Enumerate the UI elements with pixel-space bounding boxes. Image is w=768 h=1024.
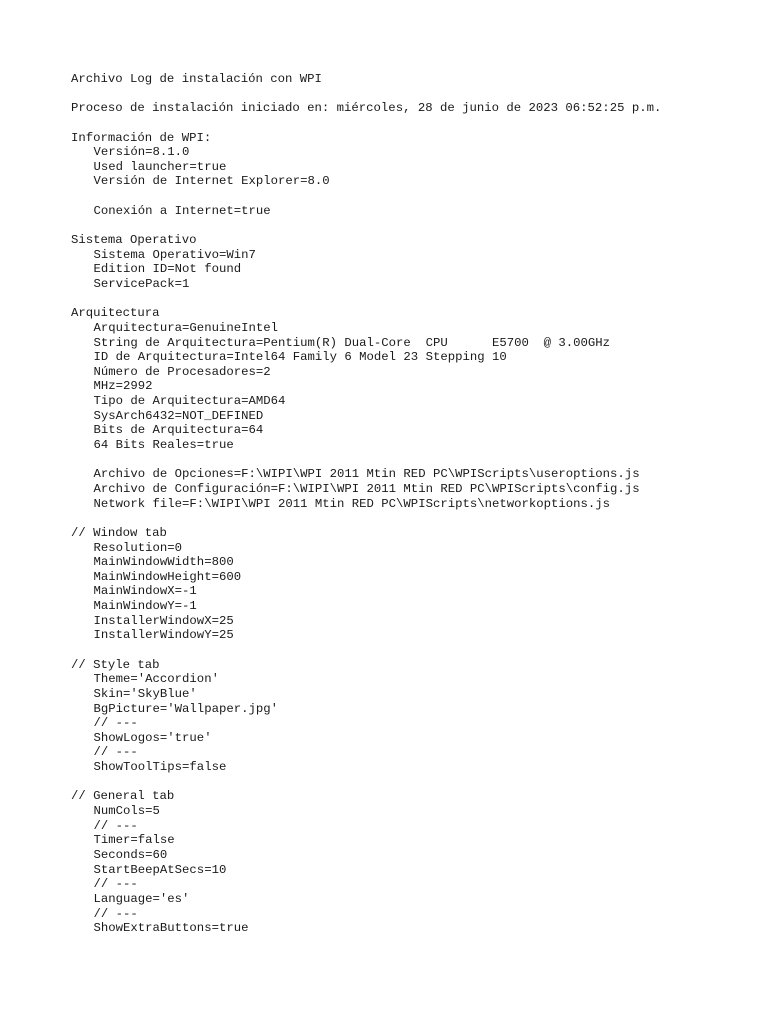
- log-entry: Used launcher=true: [93, 159, 227, 174]
- log-entry: Edition ID=Not found: [93, 262, 242, 277]
- log-entry: Arquitectura=GenuineIntel: [93, 320, 278, 335]
- log-entry: Theme='Accordion': [93, 672, 219, 687]
- log-entry: StartBeepAtSecs=10: [93, 862, 227, 877]
- log-entry: MainWindowHeight=600: [93, 569, 242, 584]
- log-entry: Seconds=60: [93, 847, 168, 862]
- log-section-heading: Arquitectura: [71, 306, 160, 321]
- log-section-heading: Proceso de instalación iniciado en: miércoles, 28 de junio de 2023 06:52:25 p.m.: [71, 101, 662, 116]
- log-entry: InstallerWindowX=25: [93, 613, 234, 628]
- log-entry: ShowToolTips=false: [93, 760, 227, 775]
- log-entry: ServicePack=1: [93, 276, 190, 291]
- log-entry: Versión de Internet Explorer=8.0: [93, 174, 330, 189]
- log-entry: NumCols=5: [93, 804, 160, 819]
- log-entry: Versión=8.1.0: [93, 145, 190, 160]
- log-entry: // ---: [93, 818, 138, 833]
- log-entry: Sistema Operativo=Win7: [93, 247, 256, 262]
- log-entry: // ---: [93, 877, 138, 892]
- log-entry: Tipo de Arquitectura=AMD64: [93, 394, 286, 409]
- log-entry: MainWindowY=-1: [93, 599, 197, 614]
- blank-line: [71, 643, 761, 658]
- log-entry: // ---: [93, 716, 138, 731]
- log-entry: MHz=2992: [93, 379, 153, 394]
- log-entry: Resolution=0: [93, 540, 183, 555]
- log-entry: Network file=F:\WIPI\WPI 2011 Mtin RED PC\WPIScripts\networkoptions.js: [93, 496, 611, 511]
- log-entry: BgPicture='Wallpaper.jpg': [93, 701, 278, 716]
- log-entry: SysArch6432=NOT_DEFINED: [93, 408, 264, 423]
- log-section-heading: // Window tab: [71, 525, 167, 540]
- blank-line: [71, 116, 761, 131]
- blank-line: [71, 775, 761, 790]
- log-section-heading: Sistema Operativo: [71, 233, 197, 248]
- log-entry: Language='es': [93, 891, 190, 906]
- blank-line: [71, 292, 761, 307]
- log-entry: MainWindowWidth=800: [93, 555, 234, 570]
- blank-line: [71, 218, 761, 233]
- log-section-heading: // General tab: [71, 789, 175, 804]
- blank-line: [71, 511, 761, 526]
- blank-line: [71, 453, 761, 468]
- log-entry: ShowLogos='true': [93, 730, 212, 745]
- log-entry: // ---: [93, 906, 138, 921]
- log-entry: Archivo de Opciones=F:\WIPI\WPI 2011 Mtin RED PC\WPIScripts\useroptions.js: [93, 467, 640, 482]
- log-section-heading: Archivo Log de instalación con WPI: [71, 72, 322, 86]
- log-entry: InstallerWindowY=25: [93, 628, 234, 643]
- log-entry: // ---: [93, 745, 138, 760]
- log-entry: Bits de Arquitectura=64: [93, 423, 264, 438]
- log-entry: Archivo de Configuración=F:\WIPI\WPI 2011 Mtin RED PC\WPIScripts\config.js: [93, 481, 640, 496]
- log-entry: Número de Procesadores=2: [93, 364, 271, 379]
- log-section-heading: Información de WPI:: [71, 130, 212, 145]
- log-document: [71, 72, 761, 936]
- log-entry: Skin='SkyBlue': [93, 686, 197, 701]
- log-entry: ShowExtraButtons=true: [93, 921, 249, 936]
- log-entry: 64 Bits Reales=true: [93, 438, 234, 453]
- log-entry: String de Arquitectura=Pentium(R) Dual-Core CPU E5700 @ 3.00GHz: [93, 335, 611, 350]
- log-entry: ID de Arquitectura=Intel64 Family 6 Model 23 Stepping 10: [93, 350, 507, 365]
- log-section-heading: // Style tab: [71, 657, 160, 672]
- log-entry: MainWindowX=-1: [93, 584, 197, 599]
- blank-line: [71, 189, 761, 204]
- log-entry: Conexión a Internet=true: [93, 203, 271, 218]
- blank-line: [71, 87, 761, 102]
- log-entry: Timer=false: [93, 833, 175, 848]
